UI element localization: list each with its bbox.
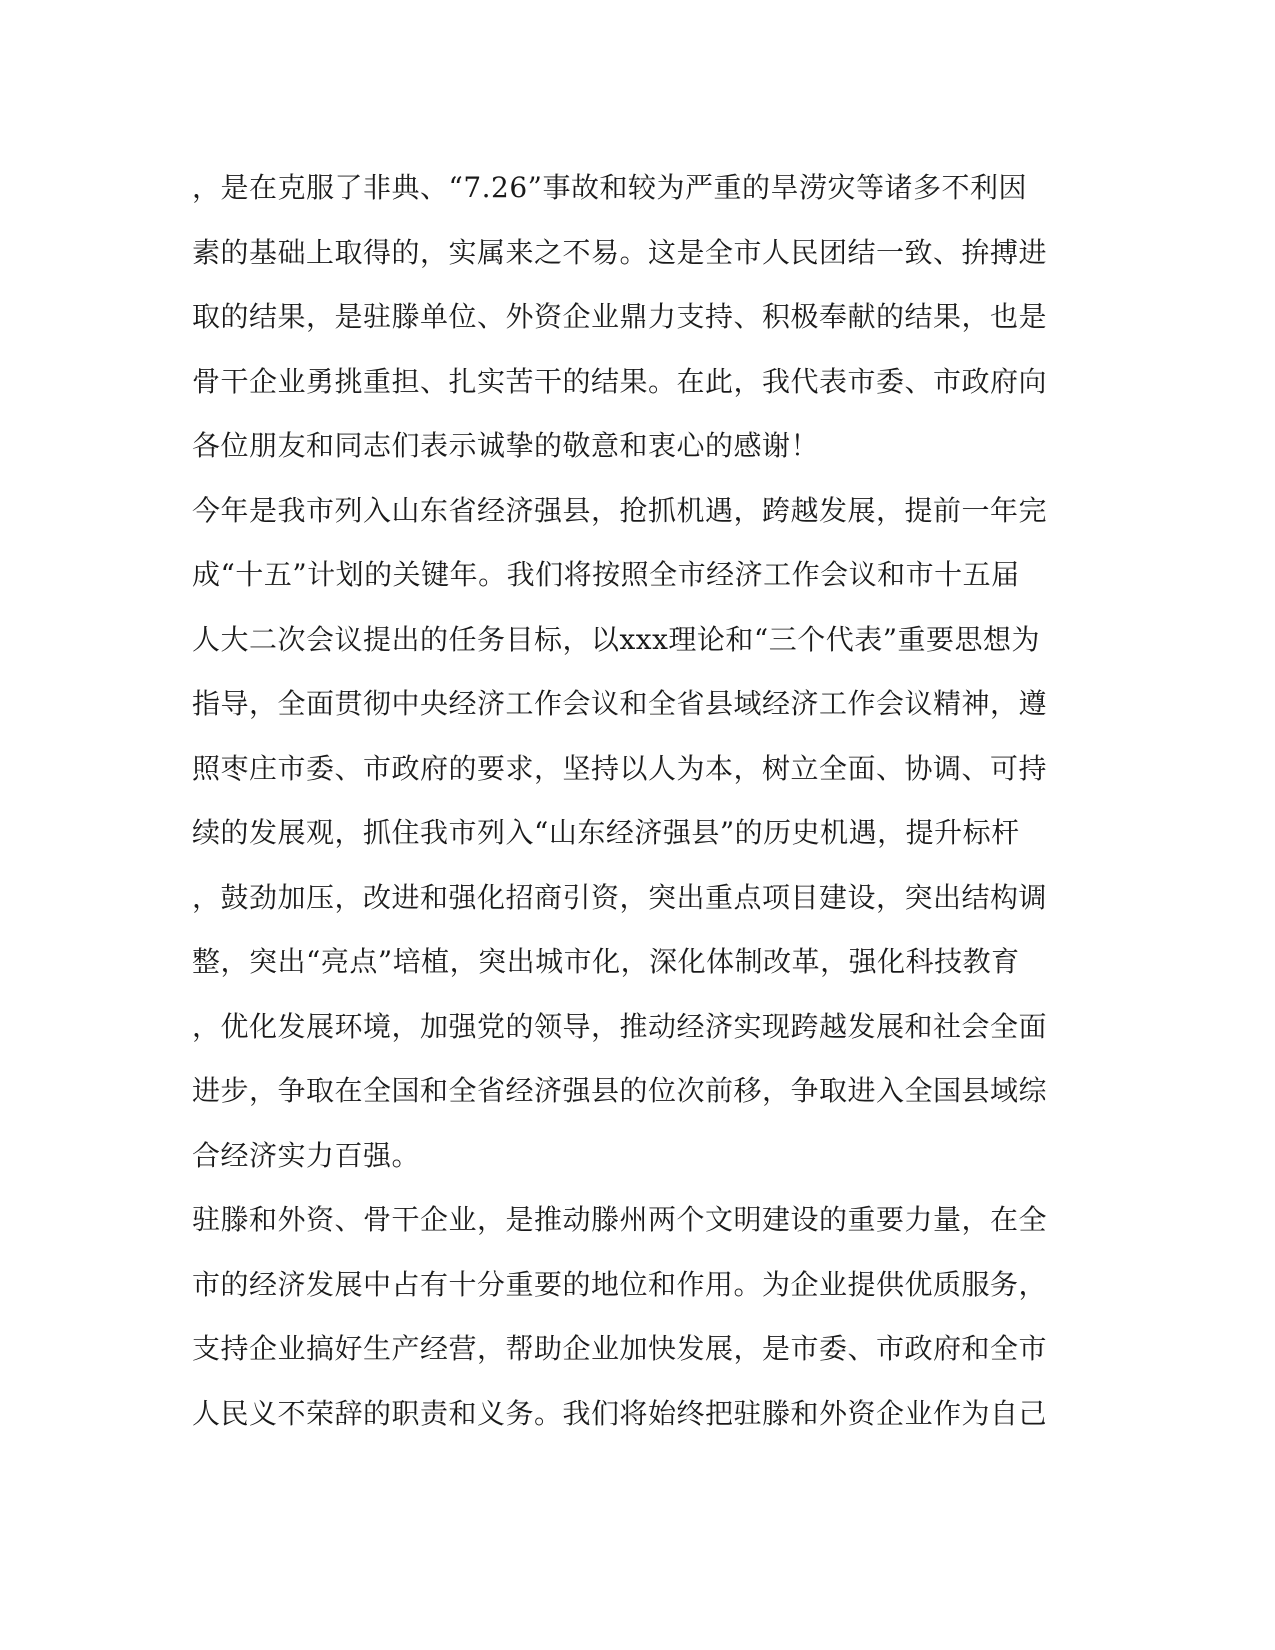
text-line: 进步，争取在全国和全省经济强县的位次前移，争取进入全国县域综: [192, 1074, 1048, 1107]
text-line: 支持企业搞好生产经营，帮助企业加快发展，是市委、市政府和全市: [192, 1332, 1048, 1365]
text-line: 取的结果，是驻滕单位、外资企业鼎力支持、积极奉献的结果，也是: [192, 300, 1048, 333]
text-line: ，是在克服了非典、“7.26”事故和较为严重的旱涝灾等诸多不利因: [192, 171, 1027, 204]
text-line: 各位朋友和同志们表示诚挚的敬意和衷心的感谢！: [192, 429, 820, 462]
text-line: 今年是我市列入山东省经济强县，抢抓机遇，跨越发展，提前一年完: [192, 493, 1048, 527]
text-line: 素的基础上取得的，实属来之不易。这是全市人民团结一致、拚搏进: [192, 235, 1048, 269]
text-line: 合经济实力百强。: [192, 1138, 421, 1172]
text-line: ，优化发展环境，加强党的领导，推动经济实现跨越发展和社会全面: [192, 1009, 1048, 1043]
text-line: 整，突出“亮点”培植，突出城市化，深化体制改革，强化科技教育: [192, 945, 1020, 978]
text-line: 人大二次会议提出的任务目标，以xxx理论和“三个代表”重要思想为: [192, 622, 1041, 656]
text-line: ，鼓劲加压，改进和强化招商引资，突出重点项目建设，突出结构调: [192, 880, 1048, 914]
text-line: 人民义不荣辞的职责和义务。我们将始终把驻滕和外资企业作为自己: [192, 1396, 1048, 1430]
text-line: 市的经济发展中占有十分重要的地位和作用。为企业提供优质服务，: [192, 1267, 1048, 1301]
text-line: 续的发展观，抓住我市列入“山东经济强县”的历史机遇，提升标杆: [192, 816, 1020, 849]
text-line: 照枣庄市委、市政府的要求，坚持以人为本，树立全面、协调、可持: [192, 751, 1048, 785]
text-line: 驻滕和外资、骨干企业，是推动滕州两个文明建设的重要力量，在全: [192, 1203, 1048, 1236]
body-text: [192, 156, 1092, 1446]
text-line: 骨干企业勇挑重担、扎实苦干的结果。在此，我代表市委、市政府向: [192, 364, 1048, 398]
text-line: 指导，全面贯彻中央经济工作会议和全省县域经济工作会议精神，遵: [192, 687, 1048, 720]
text-line: 成“十五”计划的关键年。我们将按照全市经济工作会议和市十五届: [192, 558, 1020, 591]
